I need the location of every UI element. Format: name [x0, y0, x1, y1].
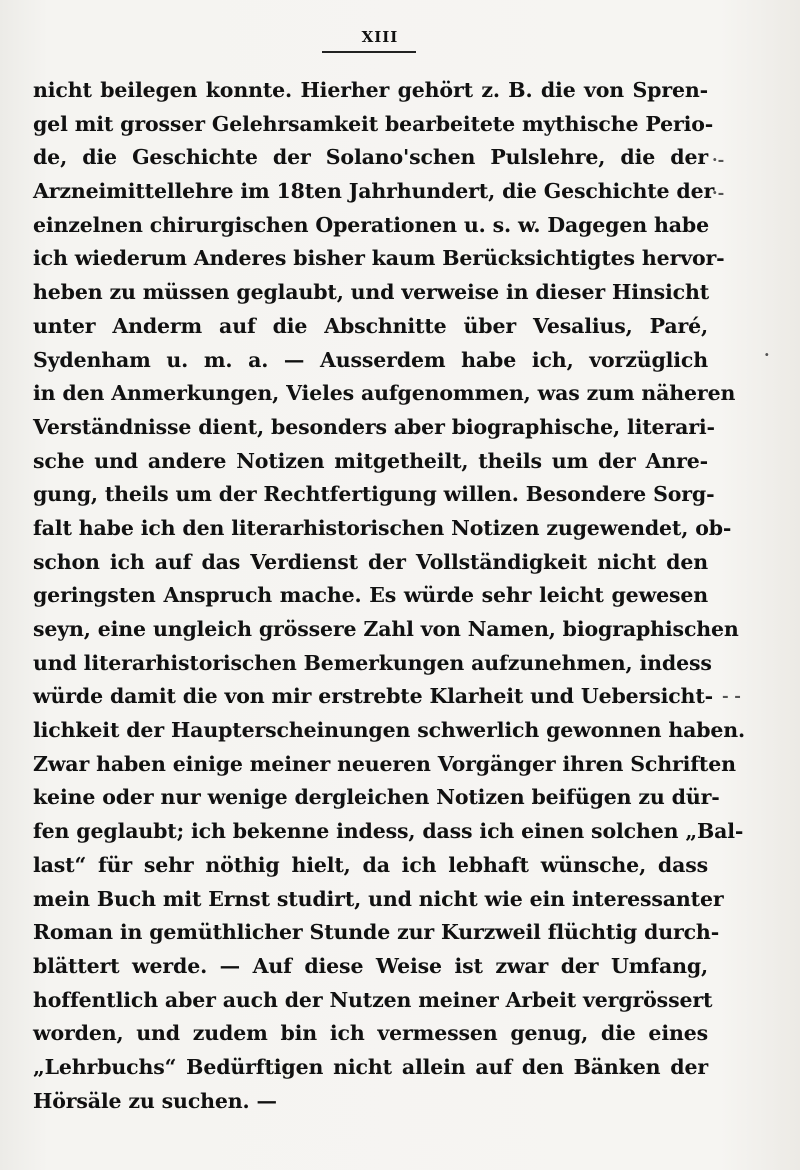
text-line: worden, und zudem bin ich vermessen genug, die eines [33, 1021, 708, 1046]
page-number: XIII [361, 28, 399, 46]
header-rule [322, 51, 416, 53]
text-line: schon ich auf das Verdienst der Vollständigkeit nicht den [33, 549, 708, 574]
text-line: Zwar haben einige meiner neueren Vorgänger ihren Schriften [33, 751, 736, 776]
text-line: gel mit grosser Gelehrsamkeit bearbeitete mythische Perio- [33, 111, 714, 136]
text-line: seyn, eine ungleich grössere Zahl von Namen, biographischen [33, 617, 739, 641]
text-line: „Lehrbuchs“ Bedürftigen nicht allein auf den Bänken der [33, 1054, 708, 1079]
text-line: gung, theils um der Rechtfertigung willen. Besondere Sorg- [33, 482, 715, 507]
text-line: falt habe ich den literarhistorischen Notizen zugewendet, ob- [33, 515, 732, 540]
text-line: mein Buch mit Ernst studirt, und nicht wie ein interessanter [33, 886, 724, 911]
text-line: heben zu müssen geglaubt, und verweise in dieser Hinsicht [33, 280, 710, 305]
text-line: hoffentlich aber auch der Nutzen meiner Arbeit vergrössert [33, 987, 713, 1012]
text-line: fen geglaubt; ich bekenne indess, dass ich einen solchen „Bal- [33, 819, 744, 844]
text-line: lichkeit der Haupterscheinungen schwerlich gewonnen haben. [33, 718, 746, 743]
text-line: de, die Geschichte der Solano'schen Pulslehre, die der [33, 145, 708, 170]
text-line: Sydenham u. m. a. — Ausserdem habe ich, vorzüglich [33, 347, 708, 372]
text-line: blättert werde. — Auf diese Weise ist zwar der Umfang, [33, 953, 708, 978]
text-line: geringsten Anspruch mache. Es würde sehr leicht gewesen [33, 583, 708, 608]
text-line: würde damit die von mir erstrebte Klarheit und Uebersicht- [33, 684, 713, 709]
body-text [33, 74, 746, 1118]
text-line: sche und andere Notizen mitgetheilt, theils um der Anre- [33, 448, 708, 473]
text-line: keine oder nur wenige dergleichen Notizen beifügen zu dür- [33, 785, 720, 810]
text-line: einzelnen chirurgischen Operationen u. s. w. Dagegen habe [33, 212, 709, 237]
margin-mark: - - [722, 686, 741, 705]
text-line: Arzneimittellehre im 18ten Jahrhundert, die Geschichte der [33, 179, 715, 204]
text-line: Verständnisse dient, besonders aber biographische, literari- [33, 414, 715, 439]
text-line: last“ für sehr nöthig hielt, da ich lebhaft wünsche, dass [33, 852, 708, 877]
text-line: Hörsäle zu suchen. — [33, 1088, 277, 1113]
text-line: nicht beilegen konnte. Hierher gehört z. B. die von Spren- [33, 78, 708, 102]
text-line: ich wiederum Anderes bisher kaum Berücksichtigtes hervor- [33, 246, 725, 271]
margin-mark: ·- [712, 183, 725, 202]
text-line: unter Anderm auf die Abschnitte über Vesalius, Paré, [33, 313, 708, 338]
text-line: in den Anmerkungen, Vieles aufgenommen, was zum näheren [33, 381, 736, 406]
text-line: Roman in gemüthlicher Stunde zur Kurzweil flüchtig durch- [33, 920, 720, 945]
text-line: und literarhistorischen Bemerkungen aufzunehmen, indess [33, 650, 712, 675]
margin-mark: ·- [712, 150, 725, 169]
margin-mark: · [764, 345, 770, 364]
